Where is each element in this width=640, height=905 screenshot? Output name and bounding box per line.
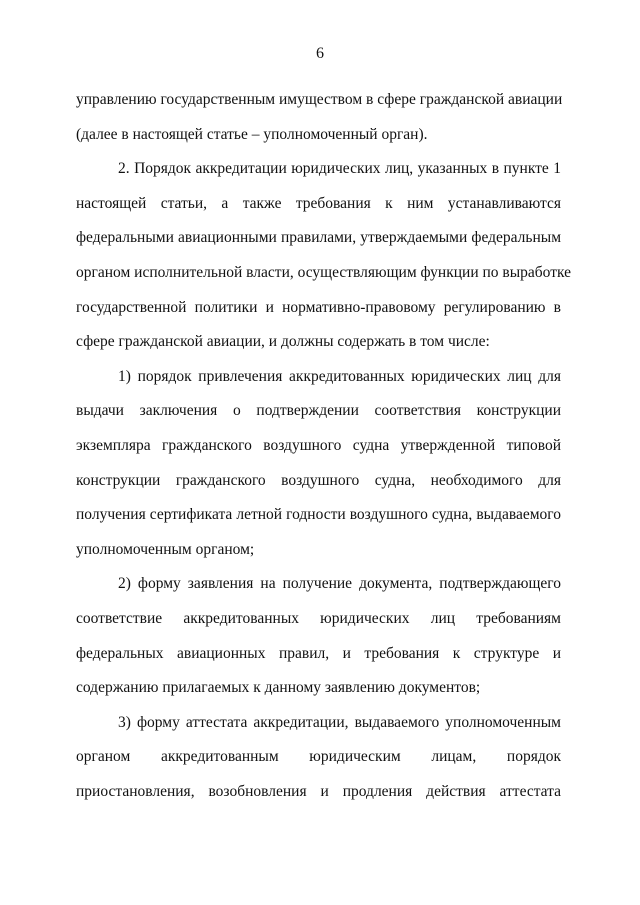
text-line: настоящей статьи, а также требования к ним устанавливаются: [76, 194, 561, 212]
text-line: содержанию прилагаемых к данному заявлению документов;: [76, 679, 481, 697]
page-number: 6: [316, 45, 324, 62]
text-line: 1) порядок привлечения аккредитованных юридических лиц для: [118, 367, 561, 385]
text-line: 2) форму заявления на получение документа, подтверждающего: [118, 575, 561, 593]
body-text: [76, 83, 572, 809]
text-line: 3) форму аттестата аккредитации, выдаваемого уполномоченным: [118, 713, 561, 731]
text-line: сфере гражданской авиации, и должны содержать в том числе:: [76, 333, 490, 351]
text-line: 2. Порядок аккредитации юридических лиц, указанных в пункте 1: [118, 160, 561, 178]
text-line: уполномоченным органом;: [76, 540, 255, 558]
text-line: органом аккредитованным юридическим лицам, порядок: [76, 748, 561, 766]
text-line: (далее в настоящей статье – уполномоченный орган).: [76, 125, 428, 143]
text-line: федеральными авиационными правилами, утверждаемыми федеральным: [76, 229, 561, 247]
text-line: приостановления, возобновления и продления действия аттестата: [76, 782, 561, 800]
text-line: федеральных авиационных правил, и требования к структуре и: [76, 644, 561, 662]
text-line: соответствие аккредитованных юридических лиц требованиям: [76, 609, 561, 627]
text-line: органом исполнительной власти, осуществляющим функции по выработке: [76, 263, 572, 281]
text-line: управлению государственным имуществом в сфере гражданской авиации: [76, 91, 563, 108]
text-line: государственной политики и нормативно-правовому регулированию в: [76, 298, 561, 316]
text-line: конструкции гражданского воздушного судна, необходимого для: [76, 471, 561, 489]
text-line: экземпляра гражданского воздушного судна утвержденной типовой: [76, 436, 561, 454]
text-line: получения сертификата летной годности воздушного судна, выдаваемого: [76, 506, 561, 524]
text-line: выдачи заключения о подтверждении соответствия конструкции: [76, 402, 561, 420]
